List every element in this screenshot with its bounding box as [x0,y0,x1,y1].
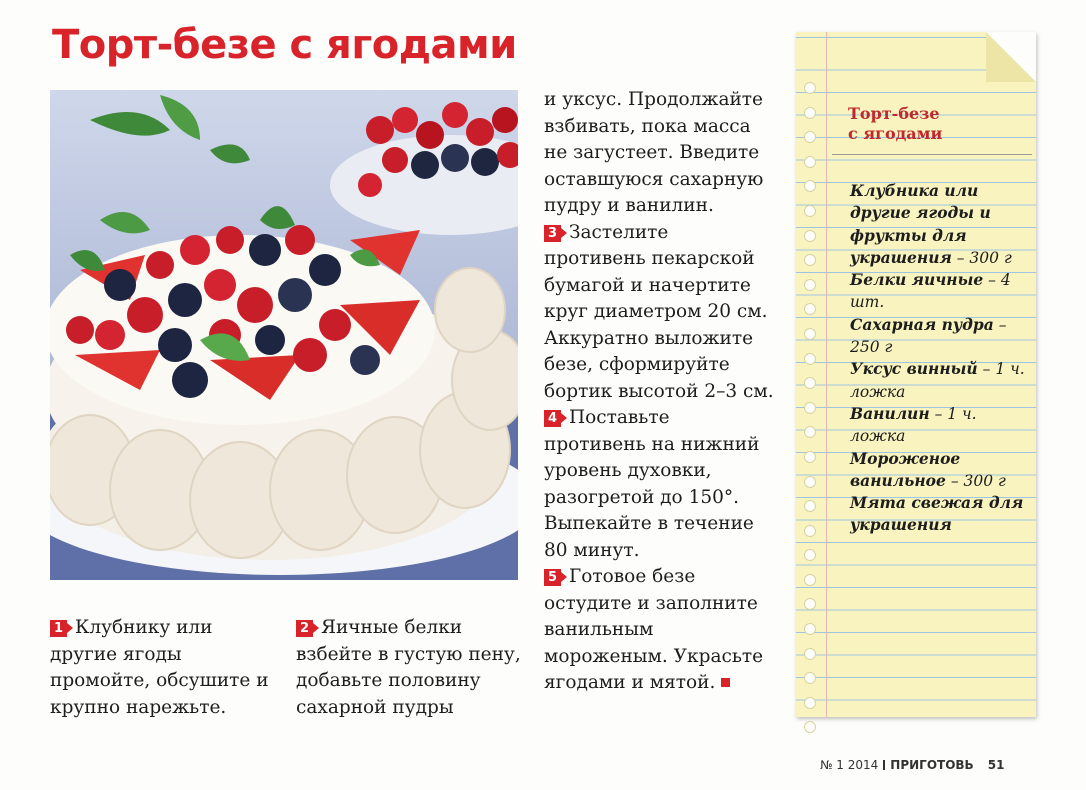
step-text: Готовое безе остудите и заполните ванильным мороженым. Украсьте ягодами и мятой. [544,566,764,693]
step-text: Клубнику или другие ягоды промойте, обсушите и крупно нарежьте. [50,617,269,718]
page-number: 51 [987,758,1005,772]
page-title: Торт-безе с ягодами [52,22,517,68]
step-2 [296,615,524,721]
steps-column-right [544,87,774,697]
ingredients-note [796,32,1036,717]
step-text: Застелите противень пекарской бумагой и начертите круг диаметром 20 см. Аккуратно выложите безе, сформируйте бортик высотой 2–3 см. [544,221,774,402]
page-footer [820,758,1004,772]
step-number-badge: 4 [544,410,561,427]
step-text: Поставьте противень на нижний уровень духовки, разогретой до 150°. Выпекайте в течение 80 минут. [544,407,760,561]
step-1 [50,615,270,721]
page-curl-icon [986,32,1036,82]
step-3 [544,220,774,406]
magazine-name: ПРИГОТОВЬ [890,758,974,772]
issue-number: № 1 2014 [820,758,879,772]
step-number-badge: 5 [544,569,561,586]
ingredient-item: Клубника или другие ягоды и фрукты для украшения – 300 г [850,181,1012,267]
ingredient-item: Сахарная пудра – 250 г [850,314,1007,357]
pavlova-photo [50,90,518,580]
ingredient-item: Мята свежая для украшения [850,493,1024,535]
step-5 [544,564,774,697]
ingredient-item: Уксус винный – 1 ч. ложка [850,359,1025,401]
step-number-badge: 3 [544,225,561,242]
note-divider [832,154,1032,155]
ingredient-item: Ванилин – 1 ч. ложка [850,403,977,446]
ingredient-item: Мороженое ванильное – 300 г [850,448,1006,490]
step-number-badge: 1 [50,620,67,637]
step-number-badge: 2 [296,620,313,637]
note-title: Торт-безе с ягодами [848,104,943,143]
ingredient-item: Белки яичные – 4 шт. [850,270,1011,312]
step-text: Яичные белки взбейте в густую пену, добавьте половину сахарной пудры [296,617,521,718]
spiral-holes [804,82,816,746]
ingredients-list [850,180,1030,537]
step-2-continuation: и уксус. Продолжайте взбивать, пока масса не загустеет. Введите оставшуюся сахарную пудру и ванилин. [544,89,764,216]
end-mark-icon [721,678,730,687]
step-4 [544,405,774,564]
note-margin-line [826,32,827,717]
